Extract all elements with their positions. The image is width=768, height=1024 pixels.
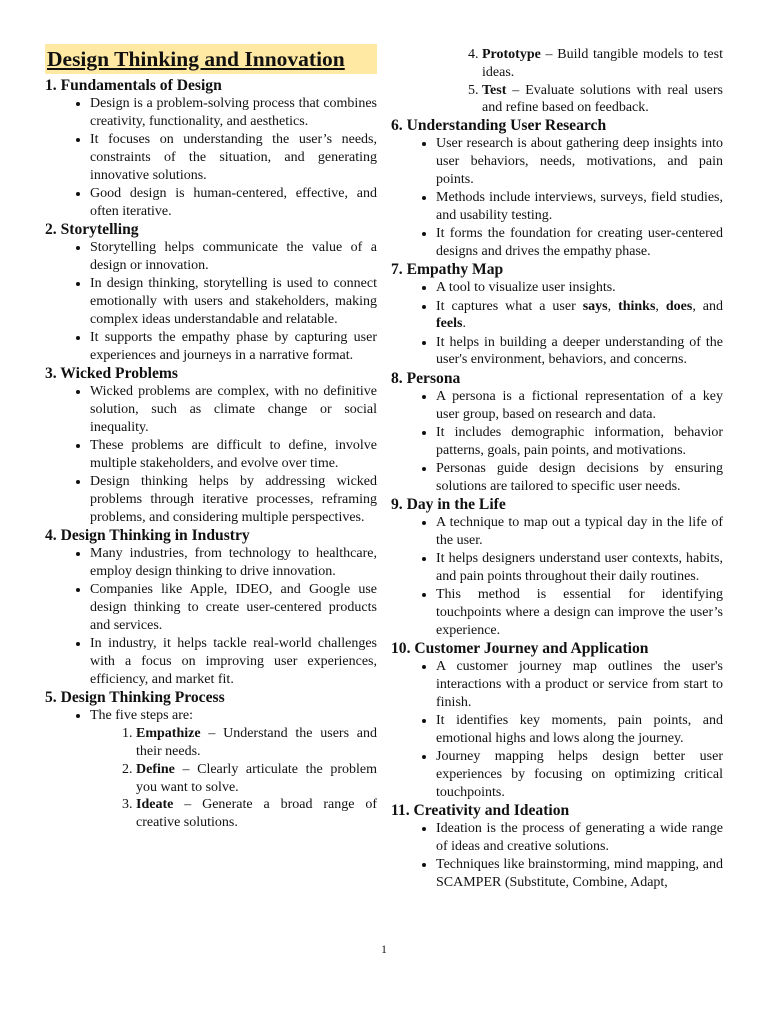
list-item: • Storytelling helps communicate the value of a design or innovation. xyxy=(90,239,377,275)
left-column xyxy=(45,44,377,832)
bold-term: does xyxy=(665,298,693,314)
text-run: It captures what a user xyxy=(436,298,583,314)
step-item xyxy=(482,46,723,82)
step-desc: – Evaluate solutions with real users and refine based on feedback. xyxy=(482,82,723,116)
step-term: Empathize xyxy=(136,726,201,742)
list-item: • A tool to visualize user insights. xyxy=(436,279,723,297)
list-item: • It helps designers understand user contexts, habits, and pain points throughout their daily routines. xyxy=(436,550,723,586)
list-item xyxy=(436,298,723,334)
section-heading-day-in-life: 9. Day in the Life xyxy=(391,496,506,514)
list-item: • It identifies key moments, pain points, and emotional highs and lows along the journey. xyxy=(436,712,723,748)
step-item xyxy=(136,796,377,832)
step-desc: – Understand the users and their needs. xyxy=(136,726,377,759)
section-heading-fundamentals: 1. Fundamentals of Design xyxy=(45,77,222,94)
bold-term: feels xyxy=(436,316,463,332)
list-item: • Methods include interviews, surveys, field studies, and usability testing. xyxy=(436,189,723,225)
list-item: • In design thinking, storytelling is used to connect emotionally with users and stakeholders, making complex ideas understandable and relatable. xyxy=(90,275,377,328)
list-item: • Many industries, from technology to healthcare, employ design thinking to drive innovation. xyxy=(90,545,377,581)
list-item: • Good design is human-centered, effective, and often iterative. xyxy=(90,185,377,221)
list-item: • Design thinking helps by addressing wicked problems through iterative processes, reframing problems, and considering multiple perspectives. xyxy=(90,473,377,526)
section-heading-wicked-problems: 3. Wicked Problems xyxy=(45,365,178,383)
list-item: • It supports the empathy phase by capturing user experiences and journeys in a narrative format. xyxy=(90,329,377,365)
list-item: • In industry, it helps tackle real-world challenges with a focus on improving user experiences, efficiency, and market fit. xyxy=(90,635,377,688)
list-item: • Techniques like brainstorming, mind mapping, and SCAMPER (Substitute, Combine, Adapt, xyxy=(436,856,723,892)
list-item: • Personas guide design decisions by ensuring solutions are tailored to specific user needs. xyxy=(436,460,723,496)
step-item xyxy=(482,82,723,118)
list-item: • A customer journey map outlines the user's interactions with a product or service from start to finish. xyxy=(436,658,723,711)
step-term: Test xyxy=(482,82,507,98)
list-item: • Ideation is the process of generating a wide range of ideas and creative solutions. xyxy=(436,820,723,856)
step-item xyxy=(136,725,377,761)
list-item: • Wicked problems are complex, with no definitive solution, such as climate change or social inequality. xyxy=(90,383,377,436)
section-heading-industry: 4. Design Thinking in Industry xyxy=(45,527,250,545)
bullet-list xyxy=(391,388,723,496)
bullet-list xyxy=(391,658,723,801)
list-item: • A persona is a fictional representation of a key user group, based on research and data. xyxy=(436,388,723,424)
list-item: • These problems are difficult to define, involve multiple stakeholders, and evolve over time. xyxy=(90,437,377,473)
bold-term: thinks xyxy=(618,298,656,314)
bullet-list xyxy=(45,545,377,688)
list-item: • User research is about gathering deep insights into user behaviors, needs, motivations, and pain points. xyxy=(436,135,723,188)
section-heading-storytelling: 2. Storytelling xyxy=(45,221,139,239)
step-item xyxy=(136,761,377,797)
list-item: • Journey mapping helps design better user experiences by focusing on optimizing critical touchpoints. xyxy=(436,748,723,801)
text-run: , xyxy=(607,298,619,314)
bullet-list xyxy=(391,135,723,261)
list-item: • This method is essential for identifying touchpoints where a design can improve the user’s experience. xyxy=(436,586,723,639)
step-term: Define xyxy=(136,761,175,777)
section-heading-persona: 8. Persona xyxy=(391,369,461,387)
numbered-list-continued xyxy=(391,46,723,117)
section-heading-empathy-map: 7. Empathy Map xyxy=(391,261,504,279)
bold-term: says xyxy=(582,298,608,314)
text-run: , and xyxy=(692,298,723,314)
step-desc: – Generate a broad range of creative solutions. xyxy=(136,797,377,831)
bullet-list xyxy=(45,95,377,221)
list-item: • Design is a problem-solving process that combines creativity, functionality, and aesthetics. xyxy=(90,95,377,131)
list-item: • Companies like Apple, IDEO, and Google use design thinking to create user-centered products and services. xyxy=(90,581,377,634)
right-column xyxy=(391,46,723,892)
section-heading-user-research: 6. Understanding User Research xyxy=(391,117,607,135)
bullet-list xyxy=(45,707,377,725)
step-desc: – Clearly articulate the problem you want to solve. xyxy=(136,761,377,795)
bullet-list xyxy=(391,279,723,369)
step-desc: – Build tangible models to test ideas. xyxy=(482,47,723,80)
bullet-list xyxy=(391,514,723,640)
section-heading-process: 5. Design Thinking Process xyxy=(45,688,225,706)
bullet-list xyxy=(45,383,377,526)
section-heading-customer-journey: 10. Customer Journey and Application xyxy=(391,640,649,658)
step-term: Prototype xyxy=(482,47,541,62)
section-heading-creativity: 11. Creativity and Ideation xyxy=(391,801,570,819)
list-item: • It focuses on understanding the user’s needs, constraints of the situation, and generating innovative solutions. xyxy=(90,131,377,184)
page-number: 1 xyxy=(381,944,387,956)
step-term: Ideate xyxy=(136,797,174,813)
list-item: • It forms the foundation for creating user-centered designs and drives the empathy phase. xyxy=(436,225,723,261)
list-item: • The five steps are: xyxy=(90,707,377,725)
numbered-list xyxy=(45,725,377,832)
text-run: . xyxy=(462,316,466,332)
text-run: , xyxy=(655,298,666,314)
bullet-list xyxy=(45,239,377,365)
bullet-list xyxy=(391,820,723,892)
document-title: Design Thinking and Innovation xyxy=(45,44,377,74)
list-item: • A technique to map out a typical day in the life of the user. xyxy=(436,514,723,550)
list-item: • It helps in building a deeper understanding of the user's environment, behaviors, and concerns. xyxy=(436,334,723,370)
list-item: • It includes demographic information, behavior patterns, goals, pain points, and motivations. xyxy=(436,424,723,460)
